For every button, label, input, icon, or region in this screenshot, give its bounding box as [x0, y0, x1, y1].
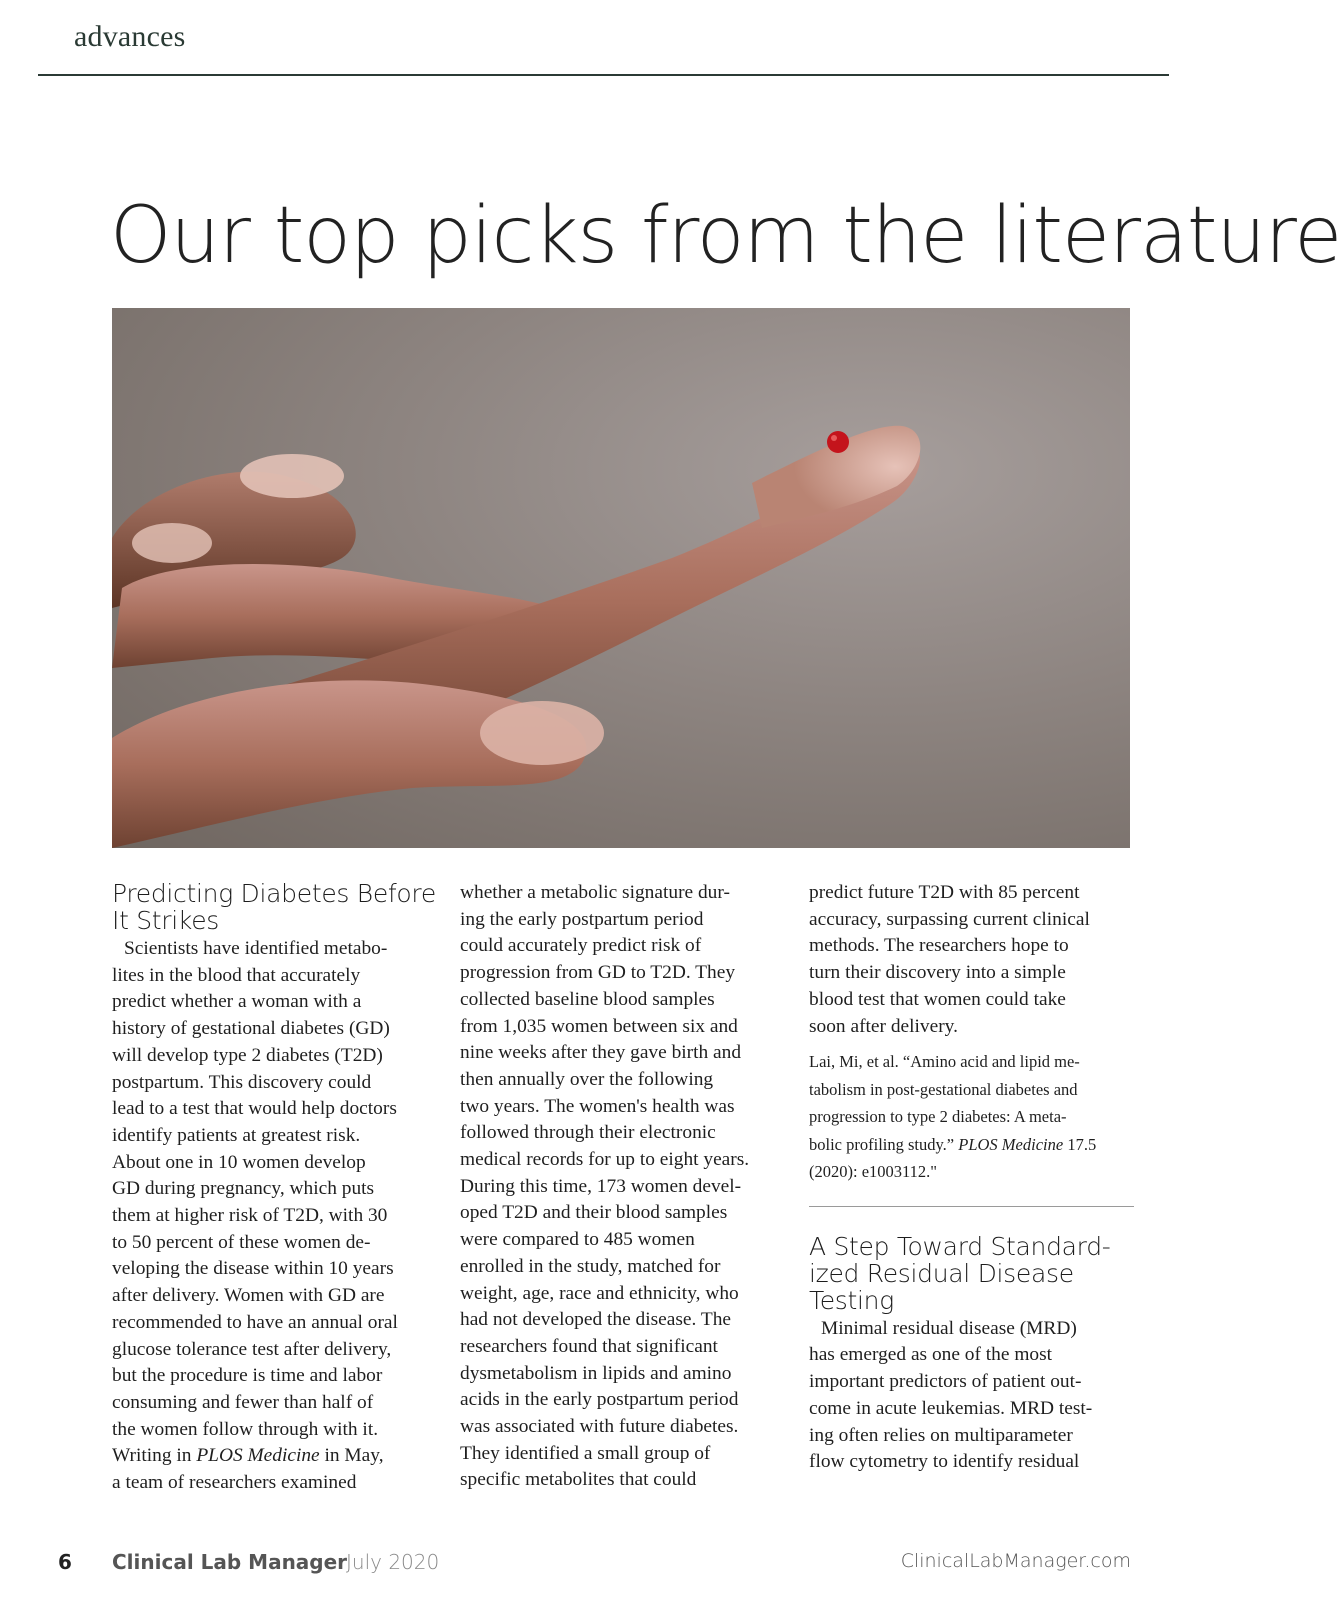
body-line: veloping the disease within 10 years — [112, 1258, 394, 1280]
body-line: glucose tolerance test after delivery, — [112, 1338, 392, 1360]
article1-heading-line: It Strikes — [112, 906, 220, 935]
body-line: two years. The women's health was — [460, 1095, 735, 1117]
article1-citation — [809, 1048, 1134, 1186]
article1-body — [112, 936, 437, 1497]
page-title: Our top picks from the literature — [110, 191, 1341, 281]
body-line: flow cytometry to identify residual — [809, 1451, 1080, 1473]
body-line: Minimal residual disease (MRD) — [821, 1317, 1077, 1339]
article2-heading-line: Testing — [809, 1285, 894, 1315]
magazine-name: Clinical Lab Manager — [112, 1550, 348, 1574]
body-line: predict whether a woman with a — [112, 991, 362, 1013]
section-label: advances — [74, 20, 186, 53]
body-line: acids in the early postpartum period — [460, 1389, 739, 1411]
body-line: could accurately predict risk of — [460, 935, 702, 957]
body-line: had not developed the disease. The — [460, 1309, 732, 1331]
writing-prefix: Writing in — [112, 1445, 197, 1467]
body-line: soon after delivery. — [809, 1015, 958, 1037]
body-line: About one in 10 women develop — [112, 1151, 366, 1173]
body-line: Scientists have identified metabo- — [124, 938, 388, 959]
citation-line — [809, 1131, 1134, 1159]
body-line-writing-in — [112, 1443, 437, 1470]
body-line: a team of researchers examined — [112, 1472, 357, 1494]
body-line: dysmetabolism in lipids and amino — [460, 1362, 732, 1384]
body-line: were compared to 485 women — [460, 1229, 695, 1251]
body-line: ing often relies on multiparameter — [809, 1424, 1073, 1446]
body-line: collected baseline blood samples — [460, 988, 715, 1010]
article-column-3 — [809, 880, 1134, 1476]
article2-heading-line: A Step Toward Standard- — [809, 1231, 1111, 1261]
citation-line: Lai, Mi, et al. “Amino acid and lipid me- — [809, 1052, 1080, 1072]
writing-suffix: in May, — [319, 1445, 384, 1467]
body-line: has emerged as one of the most — [809, 1344, 1053, 1366]
body-line: accuracy, surpassing current clinical — [809, 908, 1090, 930]
article2-heading-line: ized Residual Disease — [809, 1258, 1074, 1288]
body-line: lites in the blood that accurately — [112, 964, 361, 986]
article-column-2 — [460, 880, 785, 1494]
body-line: identify patients at greatest risk. — [112, 1124, 361, 1146]
header-rule — [38, 74, 1169, 76]
body-line: after delivery. Women with GD are — [112, 1285, 385, 1307]
citation-line: (2020): e1003112." — [809, 1162, 938, 1182]
page-number: 6 — [58, 1550, 72, 1574]
body-line: followed through their electronic — [460, 1122, 716, 1144]
journal-name: PLOS Medicine — [196, 1445, 320, 1467]
body-line: methods. The researchers hope to — [809, 935, 1069, 957]
body-line: lead to a test that would help doctors — [112, 1098, 397, 1120]
body-line: blood test that women could take — [809, 988, 1066, 1010]
article-column-1 — [112, 880, 437, 1497]
body-line: consuming and fewer than half of — [112, 1391, 374, 1413]
body-line: predict future T2D with 85 percent — [809, 882, 1080, 903]
body-line: specific metabolites that could — [460, 1469, 697, 1491]
article1-heading — [112, 880, 437, 934]
article2-heading — [809, 1233, 1134, 1314]
citation-line: tabolism in post-gestational diabetes and — [809, 1079, 1078, 1099]
body-line: them at higher risk of T2D, with 30 — [112, 1205, 388, 1227]
citation-prefix: bolic profiling study.” — [809, 1134, 959, 1154]
article1-body-end — [809, 880, 1134, 1040]
body-line: GD during pregnancy, which puts — [112, 1178, 375, 1200]
body-line: important predictors of patient out- — [809, 1371, 1082, 1393]
hero-photo-finger-blood-drop — [112, 308, 1130, 848]
body-line: the women follow through with it. — [112, 1418, 379, 1440]
body-line: then annually over the following — [460, 1068, 714, 1090]
body-line: to 50 percent of these women de- — [112, 1231, 371, 1253]
citation-journal: PLOS Medicine — [958, 1134, 1064, 1154]
citation-suffix: 17.5 — [1063, 1134, 1097, 1154]
body-line: will develop type 2 diabetes (T2D) — [112, 1044, 383, 1066]
body-line: from 1,035 women between six and — [460, 1015, 738, 1037]
body-line: was associated with future diabetes. — [460, 1416, 739, 1438]
body-line: They identified a small group of — [460, 1442, 711, 1464]
body-line: medical records for up to eight years. — [460, 1149, 750, 1171]
body-line: researchers found that significant — [460, 1335, 718, 1357]
body-line: During this time, 173 women devel- — [460, 1175, 742, 1197]
body-line: weight, age, race and ethnicity, who — [460, 1282, 739, 1304]
body-line: turn their discovery into a simple — [809, 962, 1066, 984]
body-line: nine weeks after they gave birth and — [460, 1042, 742, 1064]
body-line: oped T2D and their blood samples — [460, 1202, 728, 1224]
body-line: ing the early postpartum period — [460, 908, 704, 930]
body-line: come in acute leukemias. MRD test- — [809, 1397, 1093, 1419]
article1-heading-line: Predicting Diabetes Before — [112, 879, 436, 908]
body-line: history of gestational diabetes (GD) — [112, 1018, 390, 1040]
body-line: progression from GD to T2D. They — [460, 962, 736, 984]
site-url[interactable]: ClinicalLabManager.com — [900, 1550, 1131, 1572]
body-line: enrolled in the study, matched for — [460, 1255, 721, 1277]
body-line: whether a metabolic signature dur- — [460, 882, 730, 903]
article-divider — [809, 1206, 1134, 1207]
article1-body-continued — [460, 880, 785, 1494]
body-line: but the procedure is time and labor — [112, 1365, 383, 1387]
body-line: recommended to have an annual oral — [112, 1311, 398, 1333]
body-line: postpartum. This discovery could — [112, 1071, 372, 1093]
citation-line: progression to type 2 diabetes: A meta- — [809, 1107, 1067, 1127]
article2-body — [809, 1316, 1134, 1476]
issue-date: July 2020 — [346, 1550, 440, 1574]
